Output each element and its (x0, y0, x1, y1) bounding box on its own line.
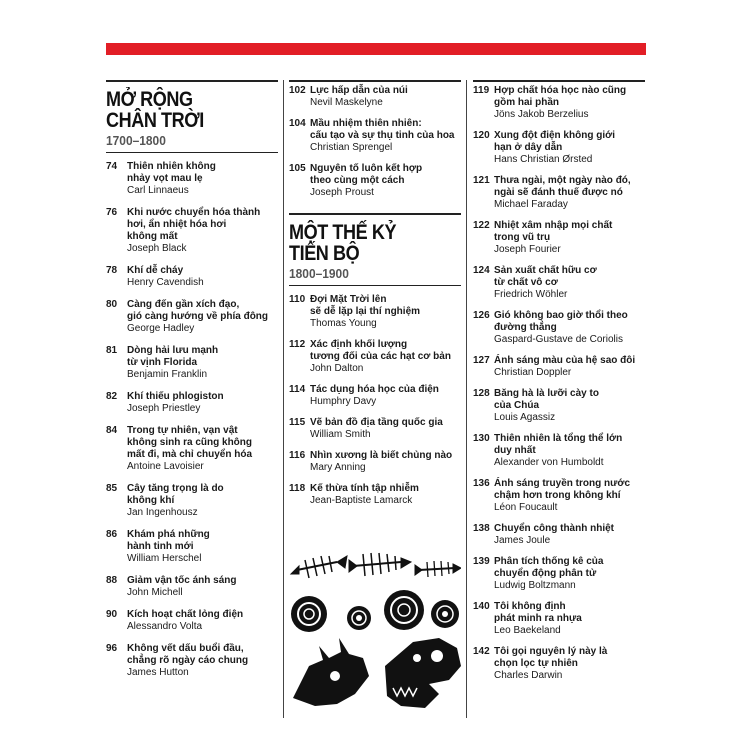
toc-entry (473, 220, 645, 256)
section-years: 1800–1900 (289, 266, 349, 281)
entry-text (310, 450, 461, 474)
entry-text (494, 220, 645, 256)
entry-text (494, 478, 645, 514)
entry-title: Giảm vận tốc ánh sáng (127, 575, 237, 586)
section-title-line: MỘT THẾ KỶ (289, 221, 397, 244)
entry-title: Nhiệt xâm nhập mọi chất trong vũ trụ (494, 220, 613, 243)
toc-entry (106, 391, 278, 415)
entry-author: Alessandro Volta (127, 621, 203, 632)
ammonite-fossil-icon (291, 596, 327, 632)
toc-column-1 (106, 80, 278, 689)
page-number: 119 (473, 85, 490, 96)
entry-author: Humphry Davy (310, 396, 377, 407)
entry-author: Christian Sprengel (310, 142, 393, 153)
entry-author: Jean-Baptiste Lamarck (310, 495, 413, 506)
entry-text (494, 310, 645, 346)
toc-entry (289, 85, 461, 109)
entry-title: Thiên nhiên không nhảy vọt mau lẹ (127, 161, 216, 184)
column-divider (283, 80, 284, 718)
page-number: 138 (473, 523, 490, 534)
page-number: 102 (289, 85, 306, 96)
page-number: 142 (473, 646, 490, 657)
entry-text (494, 85, 645, 121)
section-years: 1700–1800 (106, 133, 166, 148)
page-number: 127 (473, 355, 490, 366)
entry-author: Hans Christian Ørsted (494, 154, 593, 165)
section-title-line: MỞ RỘNG (106, 88, 193, 111)
entry-text (127, 391, 278, 415)
entry-title: Càng đến gần xích đạo, gió càng hướng về phía đông (127, 299, 269, 322)
entry-author: Christian Doppler (494, 367, 572, 378)
entry-author: Friedrich Wöhler (494, 289, 568, 300)
toc-entry (289, 163, 461, 199)
ammonite-fossil-icon (347, 606, 371, 630)
entry-text (494, 175, 645, 211)
entry-title: Lực hấp dẫn của núi (310, 85, 408, 96)
page-number: 122 (473, 220, 490, 231)
entry-title: Thiên nhiên là tổng thể lớn duy nhất (494, 433, 623, 456)
toc-entry (289, 294, 461, 330)
entry-author: Joseph Black (127, 243, 187, 254)
entry-author: William Herschel (127, 553, 202, 564)
page-number: 140 (473, 601, 490, 612)
entry-text (494, 130, 645, 166)
entry-author: Gaspard-Gustave de Coriolis (494, 334, 623, 345)
toc-column-3 (473, 80, 645, 691)
entry-text (310, 118, 461, 154)
page-number: 96 (106, 643, 118, 654)
section-header (106, 80, 278, 153)
entry-title: Phân tích thống kê của chuyển động phân tử (494, 556, 604, 579)
entry-text (310, 483, 461, 507)
toc-entry (473, 265, 645, 301)
toc-entry (473, 478, 645, 514)
entry-title: Xung đột điện không giới hạn ở dây dẫn (494, 130, 615, 153)
entry-text (310, 384, 461, 408)
toc-entry (473, 433, 645, 469)
entry-text (494, 265, 645, 301)
entry-title: Trong tự nhiên, vạn vật không sinh ra cũng không mất đi, mà chỉ chuyển hóa (127, 425, 253, 460)
toc-entry (289, 417, 461, 441)
entry-text (494, 646, 645, 682)
toc-list (289, 294, 461, 507)
toc-entry (473, 130, 645, 166)
entry-author: George Hadley (127, 323, 195, 334)
toc-entry (473, 310, 645, 346)
toc-entry (106, 161, 278, 197)
page-number: 124 (473, 265, 490, 276)
entry-title: Khám phá những hành tinh mới (127, 529, 210, 552)
entry-title: Hợp chất hóa học nào cũng gồm hai phần (494, 85, 627, 108)
entry-author: James Joule (494, 535, 551, 546)
toc-list (473, 85, 645, 682)
page-number: 76 (106, 207, 118, 218)
entry-title: Tôi không định phát minh ra nhựa (494, 601, 582, 624)
page-number: 86 (106, 529, 118, 540)
page-number: 90 (106, 609, 118, 620)
entry-author: Henry Cavendish (127, 277, 204, 288)
page-number: 128 (473, 388, 490, 399)
entry-author: Joseph Proust (310, 187, 374, 198)
entry-author: Benjamin Franklin (127, 369, 208, 380)
entry-text (127, 643, 278, 679)
toc-entry (473, 646, 645, 682)
entry-title: Khí thiếu phlogiston (127, 391, 224, 402)
fish-skeleton-icon (349, 553, 411, 576)
entry-author: Leo Baekeland (494, 625, 561, 636)
page-number: 114 (289, 384, 306, 395)
ammonite-fossil-icon (384, 590, 424, 630)
entry-title: Tôi gọi nguyên lý này là chọn lọc tự nhiên (494, 646, 608, 669)
entry-text (494, 388, 645, 424)
entry-author: John Michell (127, 587, 183, 598)
entry-title: Mầu nhiệm thiên nhiên: cấu tạo và sự thụ tinh của hoa (310, 118, 455, 141)
entry-text (127, 483, 278, 519)
entry-text (494, 433, 645, 469)
entry-author: Jöns Jakob Berzelius (494, 109, 589, 120)
toc-entry (473, 175, 645, 211)
entry-title: Khi nước chuyển hóa thành hơi, ẩn nhiệt hóa hơi không mất (127, 207, 261, 242)
entry-title: Chuyển công thành nhiệt (494, 523, 614, 534)
entry-author: Alexander von Humboldt (494, 457, 604, 468)
page-number: 126 (473, 310, 490, 321)
entry-text (127, 299, 278, 335)
entry-text (494, 355, 645, 379)
entry-title: Thưa ngài, một ngày nào đó, ngài sẽ đánh thuế được nó (494, 175, 631, 198)
fossil-illustration (289, 548, 461, 718)
entry-title: Dòng hải lưu mạnh từ vịnh Florida (127, 345, 219, 368)
toc-entry (106, 609, 278, 633)
entry-text (310, 339, 461, 375)
toc-entry (473, 601, 645, 637)
entry-title: Xác định khối lượng tương đối của các hạt cơ bản (310, 339, 451, 362)
entry-author: Mary Anning (310, 462, 366, 473)
entry-author: John Dalton (310, 363, 364, 374)
entry-title: Kế thừa tính tập nhiễm (310, 483, 419, 494)
toc-list (106, 161, 278, 679)
page-number: 136 (473, 478, 490, 489)
toc-entry (106, 643, 278, 679)
section-header (289, 213, 461, 286)
entry-text (127, 575, 278, 599)
entry-author: Antoine Lavoisier (127, 461, 204, 472)
entry-title: Cây tăng trọng là do không khí (127, 483, 224, 506)
entry-title: Vẽ bản đồ địa tầng quốc gia (310, 417, 443, 428)
entry-text (127, 161, 278, 197)
entry-author: Louis Agassiz (494, 412, 556, 423)
fish-skeleton-icon (415, 561, 461, 577)
toc-entry (473, 388, 645, 424)
page-number: 82 (106, 391, 118, 402)
entry-title: Sản xuất chất hữu cơ từ chất vô cơ (494, 265, 597, 288)
entry-author: Ludwig Boltzmann (494, 580, 576, 591)
entry-text (127, 345, 278, 381)
toc-entry (289, 118, 461, 154)
entry-author: Nevil Maskelyne (310, 97, 383, 108)
trex-skull-icon (385, 638, 461, 708)
entry-author: Joseph Fourier (494, 244, 561, 255)
entry-text (494, 601, 645, 637)
page-number: 74 (106, 161, 118, 172)
toc-entry (473, 556, 645, 592)
toc-list (289, 85, 461, 199)
toc-entry (289, 384, 461, 408)
entry-author: Michael Faraday (494, 199, 568, 210)
page-number: 81 (106, 345, 118, 356)
entry-text (127, 207, 278, 255)
page-number: 118 (289, 483, 306, 494)
page-number: 80 (106, 299, 118, 310)
toc-entry (473, 355, 645, 379)
toc-entry (289, 450, 461, 474)
page-number: 115 (289, 417, 306, 428)
page-number: 85 (106, 483, 118, 494)
page-number: 112 (289, 339, 306, 350)
entry-title: Kích hoạt chất lỏng điện (127, 609, 244, 620)
toc-entry (106, 299, 278, 335)
accent-bar (106, 43, 646, 55)
page-number: 121 (473, 175, 490, 186)
toc-entry (106, 207, 278, 255)
entry-text (494, 523, 645, 547)
entry-title: Nhìn xương là biết chủng nào (310, 450, 453, 461)
entry-title: Tác dụng hóa học của điện (310, 384, 439, 395)
toc-entry (106, 345, 278, 381)
toc-entry (106, 529, 278, 565)
section-title-line: CHÂN TRỜI (106, 109, 204, 132)
entry-text (310, 163, 461, 199)
section-title-line: TIẾN BỘ (289, 242, 360, 265)
triceratops-skull-icon (293, 638, 369, 706)
entry-author: Joseph Priestley (127, 403, 201, 414)
entry-author: James Hutton (127, 667, 189, 678)
page-number: 116 (289, 450, 306, 461)
page-number: 110 (289, 294, 306, 305)
toc-column-2 (289, 80, 461, 516)
entry-text (127, 425, 278, 473)
entry-title: Khí dễ cháy (127, 265, 184, 276)
page-number: 120 (473, 130, 490, 141)
entry-text (310, 294, 461, 330)
toc-entry (473, 523, 645, 547)
entry-author: Jan Ingenhousz (127, 507, 198, 518)
toc-entry (106, 425, 278, 473)
toc-entry (473, 85, 645, 121)
toc-entry (106, 483, 278, 519)
toc-entry (106, 575, 278, 599)
entry-text (127, 609, 278, 633)
entry-text (310, 85, 461, 109)
entry-author: Léon Foucault (494, 502, 558, 513)
page-number: 104 (289, 118, 306, 129)
entry-text (127, 265, 278, 289)
fish-skeleton-icon (291, 556, 347, 578)
toc-entry (289, 483, 461, 507)
entry-text (310, 417, 461, 441)
entry-title: Nguyên tố luôn kết hợp theo cùng một cách (310, 163, 423, 186)
entry-author: William Smith (310, 429, 371, 440)
entry-author: Carl Linnaeus (127, 185, 189, 196)
page-number: 139 (473, 556, 490, 567)
entry-title: Ánh sáng màu của hệ sao đôi (494, 355, 636, 366)
entry-text (127, 529, 278, 565)
ammonite-fossil-icon (431, 600, 459, 628)
page-number: 105 (289, 163, 306, 174)
entry-title: Ánh sáng truyền trong nước chậm hơn trong không khí (494, 478, 631, 501)
entry-title: Đợi Mặt Trời lên sẽ dễ lặp lại thí nghiệm (310, 294, 421, 317)
entry-author: Thomas Young (310, 318, 377, 329)
page-number: 84 (106, 425, 118, 436)
entry-title: Gió không bao giờ thổi theo đường thẳng (494, 310, 628, 333)
page-number: 130 (473, 433, 490, 444)
page-number: 78 (106, 265, 118, 276)
toc-entry (289, 339, 461, 375)
column-divider (466, 80, 467, 718)
entry-author: Charles Darwin (494, 670, 563, 681)
toc-entry (106, 265, 278, 289)
page-number: 88 (106, 575, 118, 586)
entry-text (494, 556, 645, 592)
entry-title: Băng hà là lưỡi cày to của Chúa (494, 388, 599, 411)
entry-title: Không vết dấu buổi đầu, chẳng rõ ngày cáo chung (127, 643, 249, 666)
